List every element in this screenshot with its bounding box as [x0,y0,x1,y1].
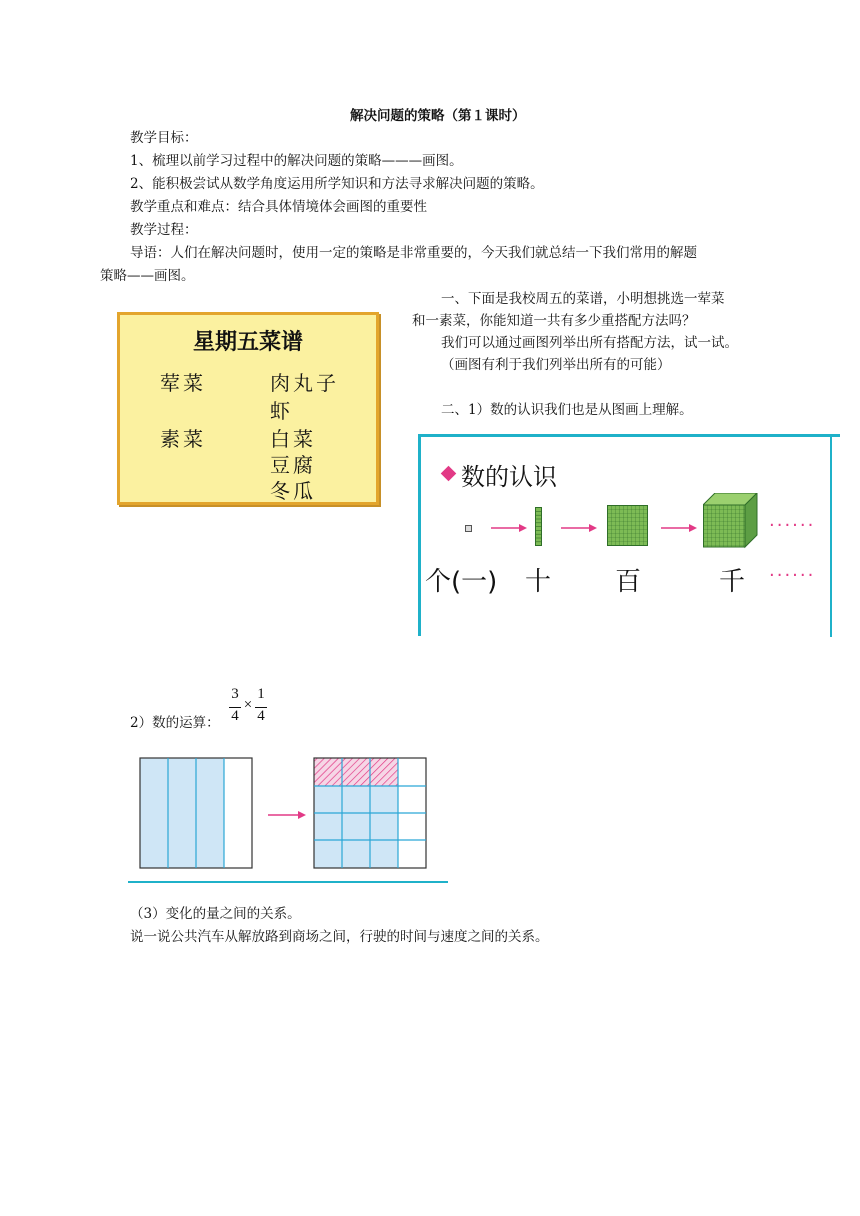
page-title: 解决问题的策略（第１课时） [350,108,526,124]
part2-3b: 说一说公共汽车从解放路到商场之间，行驶的时间与速度之间的关系。 [130,929,549,945]
thousand-cube-icon [703,493,759,549]
part1-line-2: 和一素菜，你能知道一共有多少重搭配方法吗？ [412,313,696,329]
frac-a-num: 3 [231,686,239,702]
part2-3: （3）变化的量之间的关系。 [130,906,301,922]
label-hundreds: 百 [615,567,642,597]
arrow-icon [561,523,597,533]
goal-2: 2、能积极尝试从数学角度运用所学知识和方法寻求解决问题的策略。 [130,176,544,192]
veg-item: 冬瓜 [270,479,316,503]
process-label: 教学过程： [130,222,198,238]
goal-1: 1、梳理以前学习过程中的解决问题的策略———画图。 [130,153,463,169]
part2-1: 二、1）数的认识我们也是从图画上理解。 [441,402,693,418]
frac-b-den: 4 [257,708,265,724]
veg-label: 素菜 [160,427,206,451]
number-recognition-panel [418,434,840,636]
ellipsis: ······ [769,515,816,536]
meat-label: 荤菜 [160,371,206,395]
veg-item: 豆腐 [270,453,316,477]
key-points: 教学重点和难点：结合具体情境体会画图的重要性 [130,199,427,215]
label-ones: 个(一) [425,567,498,597]
menu-card [117,312,379,505]
veg-item: 白菜 [270,427,316,451]
frac-a-den: 4 [231,708,239,724]
frac-operator: × [243,697,253,713]
intro-line-2: 策略——画图。 [100,268,195,284]
fraction-area-diagram [128,756,450,884]
unit-cube-icon [465,525,472,532]
diamond-icon [441,466,457,482]
intro-line-1: 导语：人们在解决问题时，使用一定的策略是非常重要的，今天我们就总结一下我们常用的解题 [130,245,697,261]
hundred-flat-icon [607,505,649,547]
frac-b-num: 1 [257,686,265,702]
part1-line-4: （画图有利于我们列举出所有的可能） [441,357,671,373]
panel-title: 数的认识 [461,463,557,491]
fraction-expression [228,686,272,732]
arrow-icon [491,523,527,533]
meat-item: 虾 [270,399,293,423]
menu-title: 星期五菜谱 [192,330,303,355]
label-tens: 十 [525,567,552,597]
meat-item: 肉丸子 [270,371,339,395]
label-thousands: 千 [719,567,746,597]
ellipsis: ······ [769,565,816,586]
part1-line-1: 一、下面是我校周五的菜谱，小明想挑选一荤菜 [441,291,725,307]
part1-line-3: 我们可以通过画图列举出所有搭配方法，试一试。 [441,335,738,351]
goal-label: 教学目标： [130,130,198,146]
ten-rod-icon [535,507,543,547]
arrow-icon [661,523,697,533]
part2-2: 2）数的运算： [130,715,220,731]
